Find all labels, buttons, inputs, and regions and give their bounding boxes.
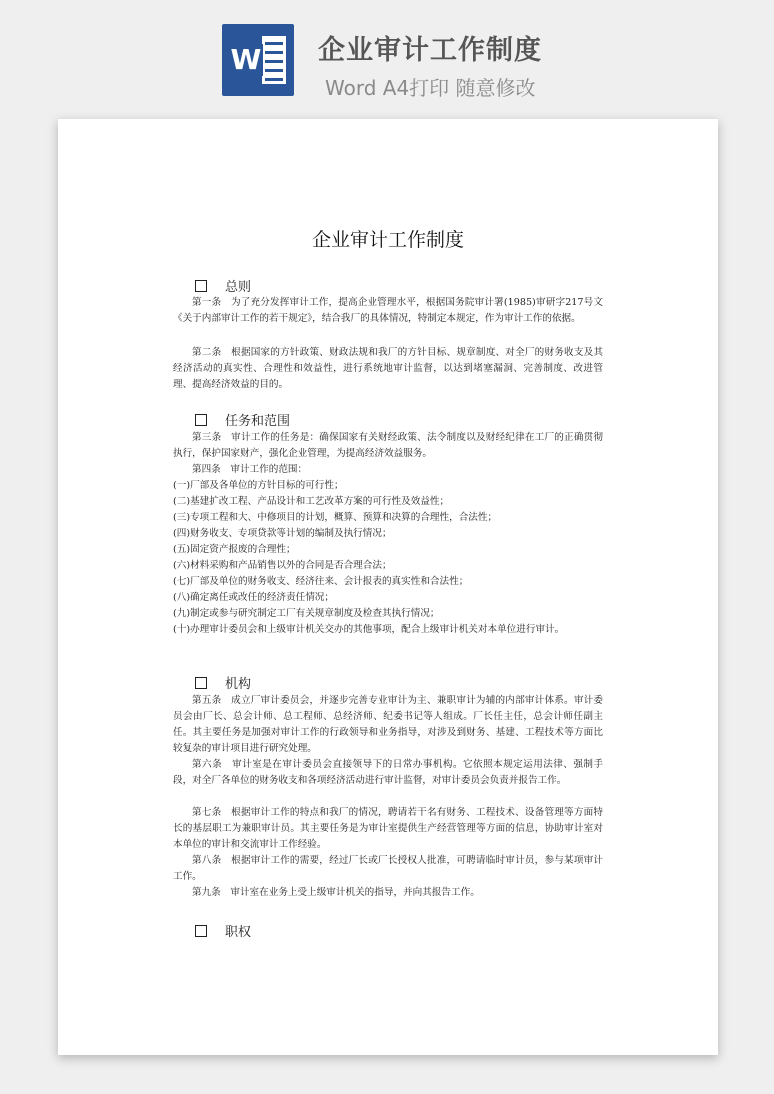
paragraph: 第二条 根据国家的方针政策、财政法规和我厂的方针目标、规章制度、对全厂的财务收支及其经济活动的真实性、合理性和效益性，进行系统地审计监督，以达到堵塞漏洞、完善制度、改进管理、提高经济效益的目的。 [173, 347, 603, 390]
paragraph: 第九条 审计室在业务上受上级审计机关的指导，并向其报告工作。 [192, 887, 480, 898]
section-heading [195, 673, 251, 692]
banner-title: 企业审计工作制度 [318, 35, 542, 66]
document-lines-icon [262, 36, 286, 84]
banner [0, 0, 774, 110]
section-heading [195, 276, 251, 295]
paragraph: 第七条 根据审计工作的特点和我厂的情况，聘请若干名有财务、工程技术、设备管理等方面特长的基层职工为兼职审计员。其主要任务是为审计室提供生产经营管理等方面的信息，协助审计室对本单位的审计和交流审计工作经验。 [173, 807, 603, 850]
list-item: (九)制定或参与研究制定工厂有关规章制度及检查其执行情况； [173, 608, 440, 619]
checkbox-square-icon [195, 925, 207, 937]
paragraph: 第三条 审计工作的任务是：确保国家有关财经政策、法令制度以及财经纪律在工厂的正确贯彻执行，保护国家财产，强化企业管理，为提高经济效益服务。 [173, 432, 603, 459]
section-heading-text: 机构 [225, 677, 252, 692]
section-heading [195, 921, 251, 940]
list-item: (七)厂部及单位的财务收支、经济往来、会计报表的真实性和合法性； [173, 576, 469, 587]
word-icon [222, 24, 294, 96]
paragraph: 第一条 为了充分发挥审计工作，提高企业管理水平，根据国务院审计署(1985)审研字217号文《关于内部审计工作的若干规定》，结合我厂的具体情况，特制定本规定，作为审计工作的依据。 [173, 297, 603, 324]
section-heading [195, 410, 290, 429]
word-icon-letter: W [230, 43, 262, 76]
paragraph: 第六条 审计室是在审计委员会直接领导下的日常办事机构。它依照本规定运用法律、强制手段，对全厂各单位的财务收支和各项经济活动进行审计监督，对审计委员会负责并报告工作。 [173, 759, 603, 786]
list-item: (三)专项工程和大、中修项目的计划，概算、预算和决算的合理性，合法性； [173, 512, 498, 523]
document-title: 企业审计工作制度 [311, 229, 464, 251]
list-item: (二)基建扩改工程、产品设计和工艺改革方案的可行性及效益性； [173, 496, 450, 507]
list-item: (四)财务收支、专项贷款等计划的编制及执行情况； [173, 528, 392, 539]
section-heading-text: 任务和范围 [225, 414, 291, 429]
list-item: (五)固定资产报废的合理性； [173, 544, 296, 555]
paragraph: 第四条 审计工作的范围： [192, 464, 308, 475]
section-heading-text: 总则 [225, 280, 252, 295]
banner-subtitle: Word A4打印 随意修改 [325, 76, 536, 100]
list-item: (八)确定离任或改任的经济责任情况； [173, 592, 334, 603]
checkbox-square-icon [195, 414, 207, 426]
paragraph: 第五条 成立厂审计委员会，并逐步完善专业审计为主、兼职审计为辅的内部审计体系。审计委员会由厂长、总会计师、总工程师、总经济师、纪委书记等人组成。厂长任主任，总会计师任副主任。其主要任务是加强对审计工作的行政领导和业务指导，对涉及到财务、基建、工程技术等方面比较复杂的审计项目进行研究处理。 [173, 695, 603, 754]
list-item: (一)厂部及各单位的方针目标的可行性； [173, 480, 344, 491]
list-item: (六)材料采购和产品销售以外的合同是否合理合法； [173, 560, 392, 571]
section-heading-text: 职权 [225, 925, 252, 940]
checkbox-square-icon [195, 677, 207, 689]
paragraph: 第八条 根据审计工作的需要，经过厂长或厂长授权人批准，可聘请临时审计员，参与某项审计工作。 [173, 855, 603, 882]
document-page [58, 119, 718, 1055]
checkbox-square-icon [195, 280, 207, 292]
list-item: (十)办理审计委员会和上级审计机关交办的其他事项，配合上级审计机关对本单位进行审计。 [173, 624, 565, 635]
